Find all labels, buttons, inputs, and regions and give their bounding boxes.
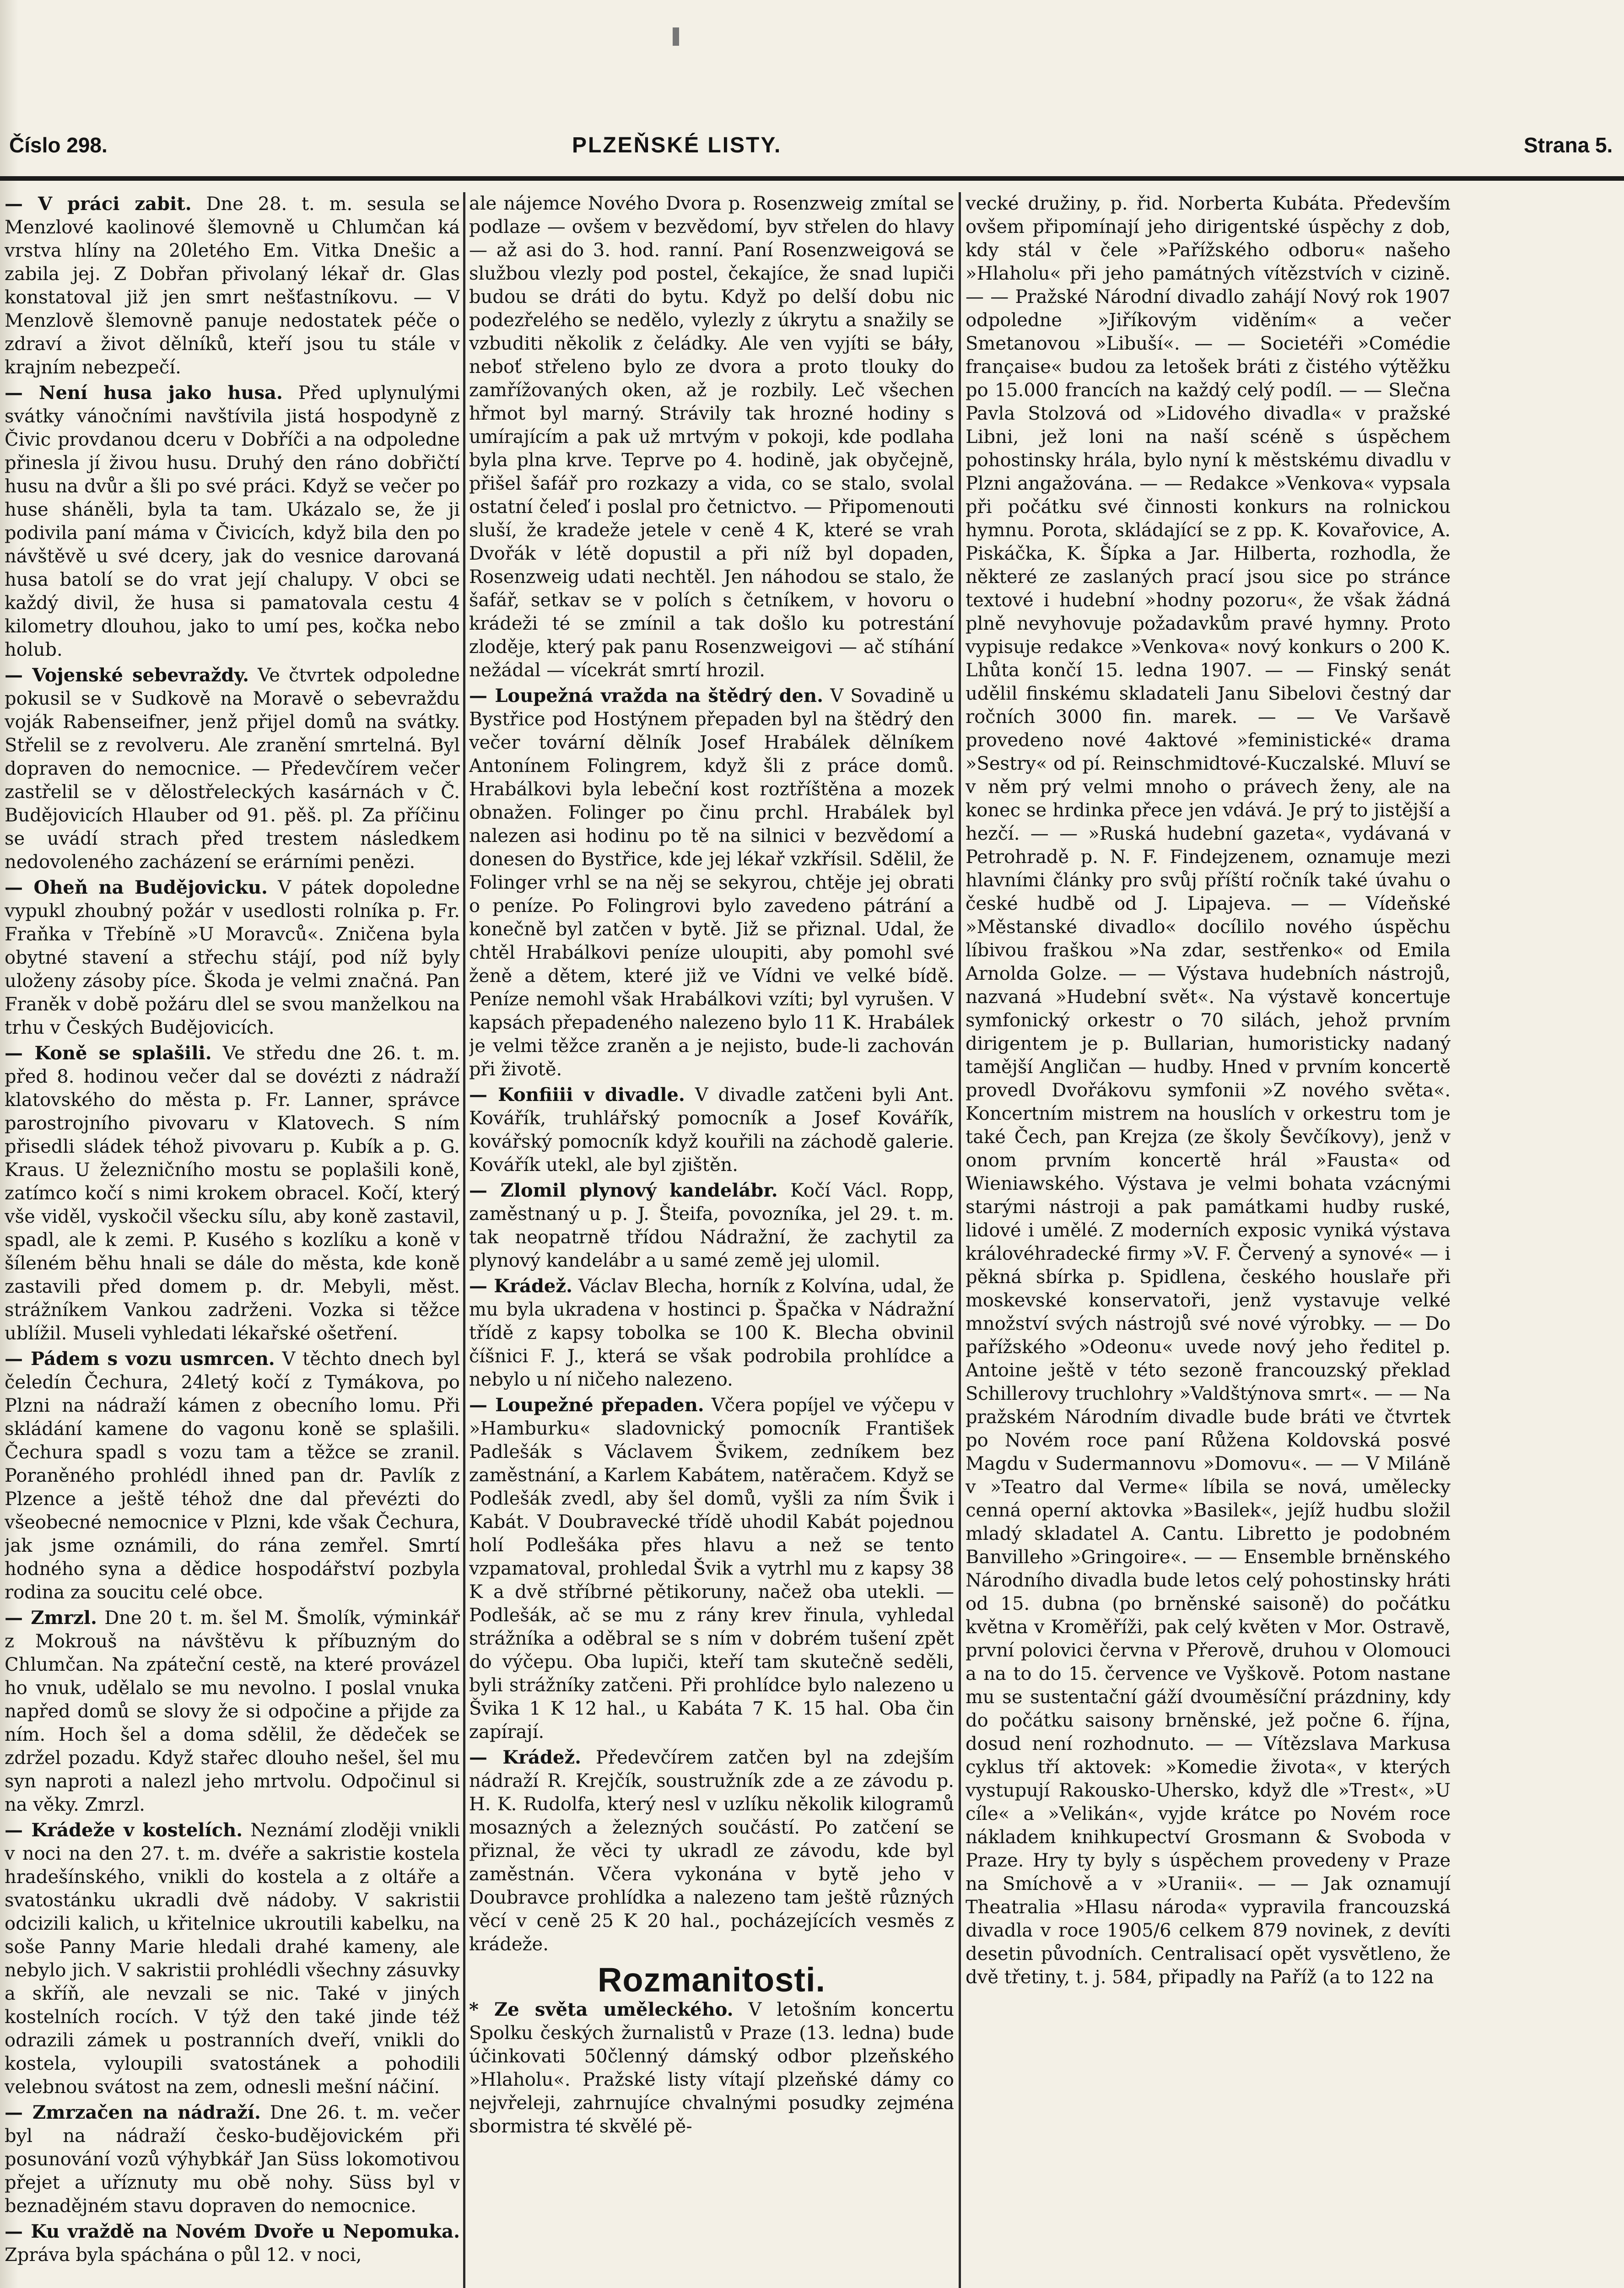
column-left — [5, 192, 460, 2288]
article-text: V Sovadině u Bystřice pod Hostýnem přepaden byl na štědrý den večer tovární dělník Josef Hrabálek dělníkem Antonínem Folingrem, když šli z práce domů. Hrabálkovi byla lebeční kost roztříštěna a mozek obnažen. Folinger po činu prchl. Hrabálek byl nalezen asi hodinu po tě na silnici v bezvědomí a donesen do Bystřice, kde jej lékař vzkřísil. Sdělil, že Folinger vrhl se na něj se sekyrou, chtěje jej obrati o peníze. Po Folingrovi bylo zavedeno pátrání a konečně byl zatčen v bytě. Již se přiznal. Udal, že chtěl Hrabálkovi peníze uloupiti, aby pomohl své ženě a dětem, které již ve Vídni ve velké bídě. Peníze nemohl však Hrabálkovi vzíti; byl vyrušen. V kapsách přepadeného nalezeno bylo 11 K. Hrabálek je velmi těžce zraněn a je nejisto, bude-li zachován při životě. — [469, 685, 954, 1080]
article-text: Kočí Václ. Ropp, zaměstnaný u p. J. Šteifa, povozníka, jel 29. t. m. tak neopatrně třídou Nádražní, že zachytil za plynový kandelábr a u samé země jej ulomil. — [469, 1180, 954, 1271]
column-right — [966, 192, 1451, 2288]
article-headline: — Zmrzačen na nádraží. — [5, 2102, 261, 2123]
article-paragraph — [469, 684, 954, 1081]
article-headline: — Zlomil plynový kandelábr. — [469, 1180, 778, 1201]
article-paragraph — [5, 1606, 460, 1817]
article-headline: — Krádeže v kostelích. — [5, 1819, 243, 1841]
article-headline: — Oheň na Budějovicku. — [5, 877, 268, 898]
article-paragraph — [469, 1274, 954, 1392]
article-text: Dne 28. t. m. sesula se Menzlové kaolinové šlemovně u Chlumčan ká vrstva hlíny na 20letého Em. Vitka Dnešic a zabila jej. Z Dobřan přivolaný lékař dr. Glas konstatoval již jen smrt nešťastníkovu. — V Menzlově šlemovně panuje nedostatek péče o zdraví a život dělníků, kteří jsou tu stále v krajním nebezpečí. — [5, 194, 460, 378]
article-paragraph — [469, 1393, 954, 1744]
print-mark — [673, 27, 679, 46]
article-headline: — Ku vraždě na Novém Dvoře u Nepomuka. — [5, 2221, 460, 2242]
article-text: Ve středu dne 26. t. m. před 8. hodinou večer dal se dovézti z nádraží klatovského do města p. Fr. Lanner, správce parostrojního pivovaru v Klatovech. S ním přisedli sládek téhož pivovaru p. Kubík a p. G. Kraus. U železničního mostu se poplašili koně, zatímco kočí s nimi krokem obracel. Kočí, který vše viděl, vyskočil všecku sílu, aby koně zastavil, spadl, ale k zemi. P. Kusého s kozlíku a koně v šíleném běhu hnali se dále do města, kde koně zastavili před domem p. dr. Mebyli, měst. strážníkem Vankou zadrženi. Vozka si těžce ublížil. Museli vyhledati lékařské ošetření. — [5, 1043, 460, 1344]
article-paragraph — [469, 1998, 954, 2138]
article-paragraph — [5, 192, 460, 379]
article-paragraph — [469, 192, 954, 682]
article-headline: — Loupežná vražda na štědrý den. — [469, 685, 824, 707]
article-headline: — Pádem s vozu usmrcen. — [5, 1348, 275, 1370]
article-text: Neznámí zloději vnikli v noci na den 27. t. m. dvéře a sakristie kostela hradešínského, vnikli do kostela a z oltáře a svatostánku ukradli dvě nádoby. V sakristii odcizili kalich, u křitelnice ukroutili kabelku, na soše Panny Marie hledali drahé kameny, ale nebylo jich. V sakristii prohlédli všechny zásuvky a skříň, ale nevzali se nic. Také v jiných kostelních rocích. V týž den také jinde též odrazili zámek u postranních dveří, vnikli do kostela, vyloupili svatostánek a pohodili velebnou svátost na zem, odnesli mešní náčiní. — [5, 1820, 460, 2098]
article-paragraph — [469, 1083, 954, 1177]
page-number: Strana 5. — [1524, 133, 1613, 157]
article-paragraph — [5, 2101, 460, 2218]
section-heading: Rozmanitosti. — [597, 1961, 826, 1999]
article-text: Dne 20 t. m. šel M. Šmolík, výminkář z Mokrouš na návštěvu k příbuzným do Chlumčan. Na zpáteční cestě, na které provázel ho vnuk, udělalo se mu nevolno. I poslal vnuka napřed domů se slovy že si odpočine a přijde za ním. Hoch šel a doma sdělil, že dědeček se zdržel pozadu. Když stařec dlouho nešel, šel mu syn naproti a nalezl jeho mrtvolu. Odpočinul si na věky. Zmrzl. — [5, 1608, 460, 1815]
article-text: Václav Blecha, horník z Kolvína, udal, že mu byla ukradena v hostinci p. Špačka v Nádražní třídě z kapsy tobolka se 100 K. Blecha obvinil číšnici F. J., která se však podrobila prohlídce a nebylo u ní ničeho nalezeno. — [469, 1276, 954, 1390]
article-paragraph — [5, 381, 460, 662]
article-text: Před uplynulými svátky vánočními navštívila jistá hospodyně z Čivic provdanou dceru v Dobříči a na odpoledne přinesla jí živou husu. Druhý den ráno dobřičtí husu na dvůr a šli po své práci. Když se večer po huse sháněli, byla ta tam. Ukázalo se, že ji podivila paní máma v Čivicích, když bila den po návštěvě u své dcery, jak do vesnice darovaná husa batolí se do vrat její chalupy. V obci se každý divil, že husa si pamatovala cestu 4 kilometry dlouhou, jako to umí pes, kočka nebo holub. — [5, 383, 460, 660]
article-text: ale nájemce Nového Dvora p. Rosenzweig zmítal se podlaze — ovšem v bezvědomí, byv střelen do hlavy — až asi do 3. hod. ranní. Paní Rosenzweigová se službou vlezly pod postel, čekajíce, že snad lupiči budou se dráti do bytu. Když po delší dobu nic podezřelého se nedělo, vylezly z úkrytu a snažily se vzbuditi několik z čeládky. Ale ven vyjíti se báły, neboť střeleno bylo ze dvora a proto tlouky do zamřížovaných oken, až je rozbily. Leč všechen hřmot byl marný. Strávily tak hrozné hodiny s umírajícím a pak už mrtvým v pokoji, kde podlaha byla plna krve. Teprve po 4. hodině, jak obyčejně, přišel šafář pro rozkazy a vida, co se stalo, svolal ostatní čeleď i poslal pro četnictvo. — Připomenouti sluší, že kradeže jetele v ceně 4 K, které se vrah Dvořák v létě dopustil a při níž byl dopaden, Rosenzweig udati nechtěl. Jen náhodou se stalo, že šafář, setkav se v polích s četníkem, v hovoru o krádeži té se zmínil a tak došlo ku potrestání zloděje, který pak panu Rosenzweigovi — ač stíhání nežádal — vícekrát smrtí hrozil. — [469, 193, 954, 681]
article-paragraph — [469, 1746, 954, 1956]
header-rule — [0, 176, 1624, 181]
article-text: Předevčírem zatčen byl na zdejším nádraží R. Krejčík, soustružník zde a ze závodu p. H. K. Rudolfa, který nesl v uzlíku několik kilogramů mosazných a železných součástí. Po zatčení se přiznal, že věci ty ukradl ze závodu, kde byl zaměstnán. Včera vykonána v bytě jeho v Doubravce prohlídka a nalezeno tam ještě různých věcí v ceně 25 K 20 hal., pocházejících vesměs z krádeže. — [469, 1747, 954, 1955]
article-paragraph — [469, 1179, 954, 1273]
page-header — [0, 128, 1624, 178]
article-paragraph — [5, 1041, 460, 1345]
article-text: V těchto dnech byl čeledín Čechura, 24letý kočí z Tymákova, po Plzni na nádraží kámen z obecního lomu. Při skládání kamene do vagonu koně se splašili. Čechura spadl s vozu tam a těžce se zranil. Poraněného prohlédl ihned pan dr. Pavlík z Plzence a ještě téhož dne dal převézti do všeobecné nemocnice v Plzni, kde však Čechura, jak jsme oznámili, do rána zemřel. Smrtí hodného syna a dědice hospodářství pozbyla rodina za soucitu celé obce. — [5, 1349, 460, 1603]
article-headline: — Krádež. — [469, 1747, 582, 1768]
column-rule-2 — [959, 192, 961, 2288]
article-text: V letošním koncertu Spolku českých žurnalistů v Praze (13. ledna) bude účinkovati 50členný dámský odbor plzeňského »Hlaholu«. Pražské listy vítají plzeňské dámy co nejvřeleji, zahrnujíce chvalnými posudky zejména sbormistra té skvělé pě- — [469, 1999, 954, 2137]
article-headline: — Zmrzl. — [5, 1607, 97, 1629]
article-headline: — Loupežné přepaden. — [469, 1394, 704, 1416]
article-headline: * Ze světa uměleckého. — [469, 1999, 734, 2020]
article-text: V divadle zatčeni byli Ant. Kovářík, truhlářský pomocník a Josef Kovářík, kovářský pomocník když kouřili na záchodě galerie. Kovářík utekl, ale byl zjištěn. — [469, 1085, 954, 1176]
article-headline: — Koně se splašili. — [5, 1042, 212, 1064]
article-text: Včera popíjel ve výčepu v »Hamburku« sladovnický pomocník František Padlešák s Václavem Švikem, zedníkem bez zaměstnání, a Karlem Kabátem, natěračem. Když se Podlešák zvedl, aby šel domů, vyšli za ním Švik i Kabát. V Doubravecké třídě uhodil Kabát pojednou holí Podlešáka přes hlavu a než se tento vzpamatoval, prohledal Švik a vytrhl mu z kapsy 38 K a dvě stříbrné pětikoruny, načež oba utekli. — Podlešák, ač se mu z rány krev řinula, vyhledal strážníka a oděbral se s ním v dobrém tušení zpět do výčepu. Oba lupiči, kteří tam skutečně seděli, byli strážníky zatčeni. Při prohlídce bylo nalezeno u Švika 1 K 12 hal., u Kabáta 7 K. 15 hal. Oba čin zapírají. — [469, 1395, 954, 1743]
article-headline: — V práci zabit. — [5, 193, 192, 215]
article-headline: — Není husa jako husa. — [5, 382, 283, 404]
column-rule-1 — [463, 192, 465, 2288]
article-paragraph — [5, 876, 460, 1040]
article-paragraph — [5, 1347, 460, 1604]
article-paragraph — [5, 664, 460, 874]
article-paragraph — [5, 2220, 460, 2267]
article-text: vecké družiny, p. řid. Norberta Kubáta. Především ovšem připomínají jeho dirigentské úspěchy z dob, kdy stál v čele »Pařížského odboru« našeho »Hlaholu« při jeho památných vítězstvích v cizině. — — Pražské Národní divadlo zahájí Nový rok 1907 odpoledne »Jiříkovým viděním« a večer Smetanovou »Libuší«. — — Societéři »Comédie française« budou za letošek bráti z čistého výtěžku po 15.000 francích na každý celý podíl. — — Slečna Pavla Stolzová od »Lidového divadla« v pražské Libni, jež loni na naší scéně s úspěchem pohostinsky hrála, bylo nyní k městskému divadlu v Plzni angažována. — — Redakce »Venkova« vypsala při počátku své činnosti konkurs na rolnickou hymnu. Porota, skládající se z pp. K. Kovařovice, A. Piskáčka, K. Šípka a Jar. Hilberta, rozhodla, že některé ze zaslaných prací jsou sice po stránce textové i hudební »hodny pozoru«, že však žádná plně nevyhovuje požadavkům pravé hymny. Proto vypisuje redakce »Venkova« nový konkurs o 200 K. Lhůta končí 15. ledna 1907. — — Finský senát udělil finskému skladateli Janu Sibelovi čestný dar ročních 3000 fin. marek. — — Ve Varšavě provedeno nové 4aktové »feministické« drama »Sestry« od pí. Reinschmidtové-Kuczalské. Mluví se v něm prý velmi mnoho o právech ženy, ale na konec se hrdinka přece jen vdává. Je prý to jistější a hezčí. — — »Ruská hudební gazeta«, vydávaná v Petrohradě p. N. F. Findejzenem, oznamuje mezi hlavními články pro svůj příští ročník také úvahu o české hudbě od J. Lipajeva. — — Vídeňské »Městanské divadlo« docílilo nového úspěchu líbivou fraškou »Na zdar, sestřenko« od Emila Arnolda Golze. — — Výstava hudebních nástrojů, nazvaná »Hudební svět«. Na výstavě koncertuje symfonický orkestr o 70 silách, jehož prvním dirigentem je p. Bullarian, humoristicky nadaný tamější Angličan — hudby. Hned v prvním koncertě provedl Dvořákovu symfonii »Z nového světa«. Koncertním mistrem na houslích v orkestru tom je také Čech, pan Krejza (ze školy Ševčíkovy), jenž v onom prvním koncertě hrál »Fausta« od Wieniawského. Výstava je velmi bohata vzácnými starými nástroji a pak památkami hudby ruské, lidové i umělé. Z moderních exposic vyniká výstava královéhradecké firmy »V. F. Červený a synové« — i pěkná sbírka p. Spidlena, českého houslaře při moskevské konservatoři, jenž vystavuje velké množství svých nástrojů své nové výrobky. — — Do pařížského »Odeonu« uvede nový jeho ředitel p. Antoine ještě v této sezoně francouzský překlad Schillerovy truchlohry »Valdštýnova smrt«. — — Na pražském Národním divadle bude bráti ve čtvrtek po Novém roce paní Růžena Koldovská posvé Magdu v Sudermannovu »Domovu«. — — V Miláně v »Teatro dal Verme« líbila se nová, umělecky cenná operní aktovka »Basilek«, jejíž hudbu složil mladý skladatel A. Cantu. Libretto je podobném Banvilleho »Gringoire«. — — Ensemble brněnského Národního divadla bude letos celý pohostinsky hráti od 15. dubna (po brněnské saisoně) do počátku května v Kroměříži, pak celý květen v Mor. Ostravě, první polovici června v Přerově, druhou v Olomouci a na to do 15. července ve Vyškově. Potom nastane mu se sustentační gáží dvouměsíční prázdniny, kdy do počátku saisony brněnské, jež počne 6. října, dosud není rozhodnuto. — — Vítězslava Markusa cyklus tří aktovek: »Komedie života«, v kterých vystupují Rakousko-Uhersko, když dle »Trest«, »U cíle« a »Velikán«, vyjde krátce po Novém roce nákladem knihkupectví Grosmann & Svoboda v Praze. Hry ty byly s úspěchem provedeny v Praze na Smíchově a v »Uranii«. — — Jak oznamují Theatralia »Hlasu národa« vypravila francouzská divadla v roce 1905/6 celkem 879 novinek, z devíti desetin původních. Centralisací opět vysvětleno, že dvě třetiny, t. j. 584, připadly na Paříž (a to 122 na — [966, 193, 1451, 1988]
article-paragraph — [966, 192, 1451, 1989]
article-text: V pátek dopoledne vypukl zhoubný požár v usedlosti rolníka p. Fr. Fraňka v Třebíně »U Moravců«. Zničena byla obytné stavení a střechu stájí, pod níž byly uloženy zásoby píce. Škoda je velmi značná. Pan Franěk v době požáru dlel se svou manželkou na trhu v Českých Budějovicích. — [5, 877, 460, 1038]
article-text: Ve čtvrtek odpoledne pokusil se v Sudkově na Moravě o sebevraždu voják Rabenseifner, jenž přijel domů na svátky. Střelil se z revolveru. Ale zranění smrtelná. Byl dopraven do nemocnice. — Předevčírem večer zastřelil se v dělostřeleckých kasárnách v Č. Budějovicích Hlauber od 91. pěš. pl. Za příčinu se uvádí strach před trestem následkem nedovoleného zacházení se erárními penězi. — [5, 665, 460, 873]
article-paragraph — [5, 1819, 460, 2099]
article-headline: — Vojenské sebevraždy. — [5, 664, 249, 686]
column-middle — [469, 192, 954, 2288]
article-text: Dne 26. t. m. večer byl na nádraží česko-budějovickém při posunování vozů výhybkář Jan Süss lokomotivou přejet a uříznuty mu obě nohy. Süss byl v beznadějném stavu dopraven do nemocnice. — [5, 2102, 460, 2217]
issue-number: Číslo 298. — [9, 133, 108, 157]
article-text: Zpráva byla spáchána o půl 12. v noci, — [5, 2245, 362, 2266]
newspaper-title: PLZEŇSKÉ LISTY. — [572, 133, 782, 157]
article-headline: — Krádež. — [469, 1275, 573, 1297]
article-headline: — Konfiiii v divadle. — [469, 1084, 685, 1106]
